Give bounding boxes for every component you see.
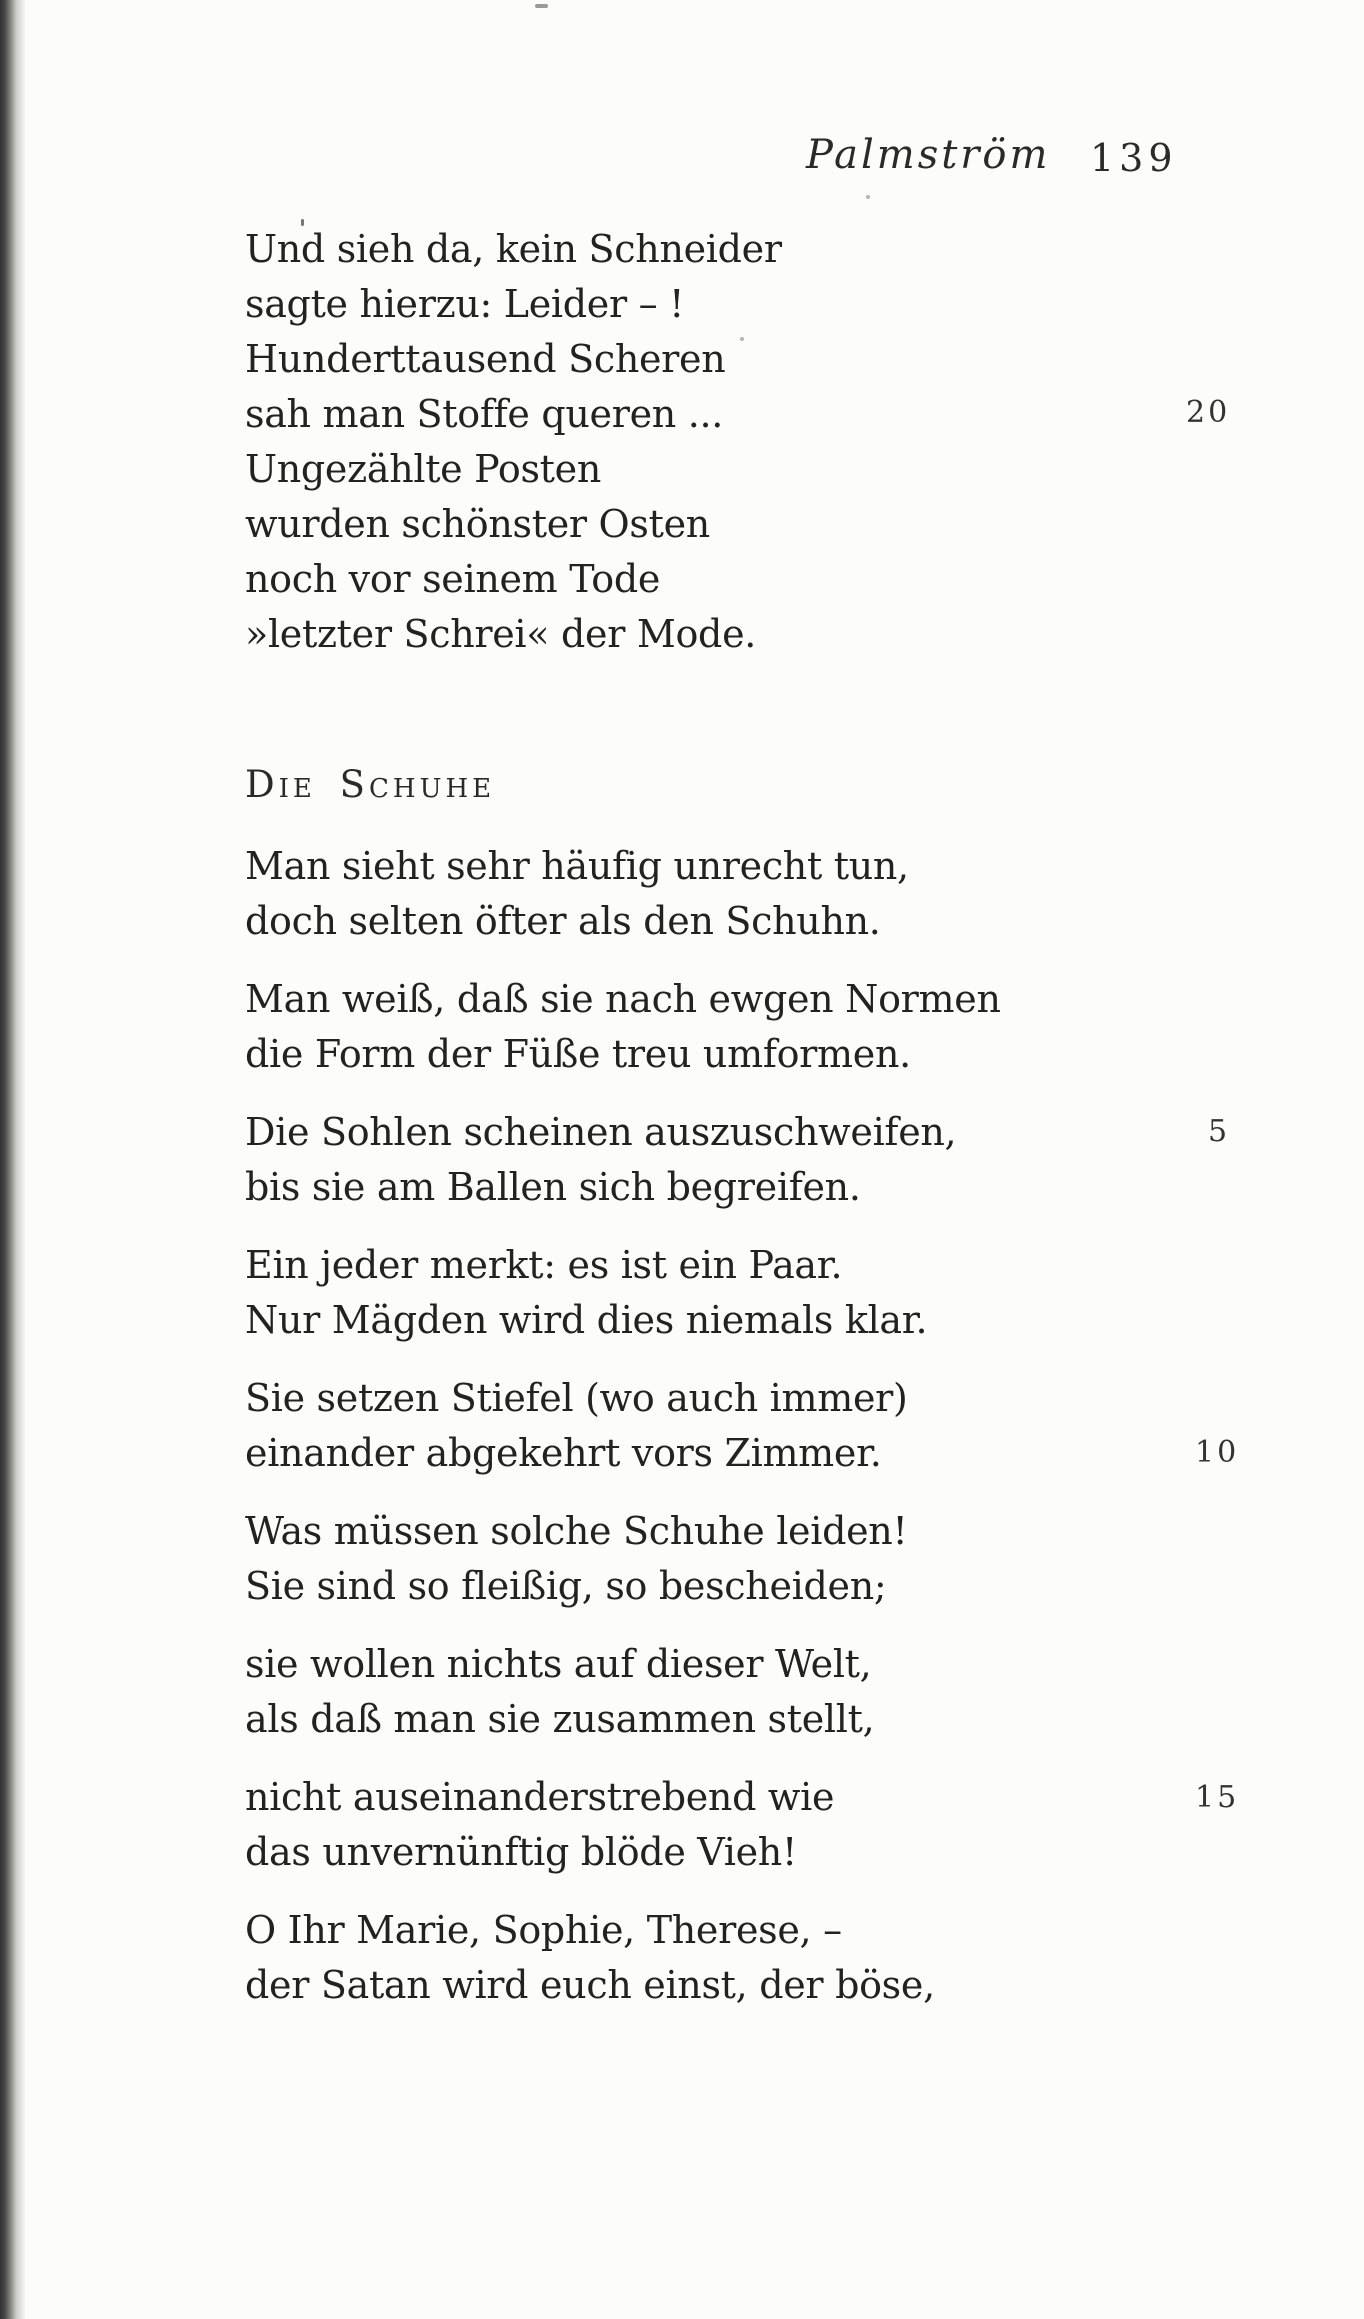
poem-line: sie wollen nichts auf dieser Welt, bbox=[245, 1642, 872, 1686]
poem-line: Ungezählte Posten bbox=[245, 447, 601, 491]
poem-couplet bbox=[245, 1504, 1001, 1614]
poem-line: bis sie am Ballen sich begreifen. bbox=[245, 1165, 861, 1209]
poem-line: Nur Mägden wird dies niemals klar. bbox=[245, 1298, 928, 1342]
scan-artifact bbox=[866, 195, 870, 199]
poem-line: Sie sind so fleißig, so bescheiden; bbox=[245, 1564, 887, 1608]
poem-line: einander abgekehrt vors Zimmer. bbox=[245, 1431, 882, 1475]
poem-line: das unvernünftig blöde Vieh! bbox=[245, 1830, 797, 1874]
running-header-title: Palmström bbox=[806, 132, 1051, 178]
poem-line: Die Sohlen scheinen auszuschweifen, bbox=[245, 1110, 957, 1154]
poem-line: Sie setzen Stiefel (wo auch immer) bbox=[245, 1376, 908, 1420]
poem-line: doch selten öfter als den Schuhn. bbox=[245, 899, 881, 943]
verse-line-number: 10 bbox=[1195, 1435, 1240, 1470]
poem-line: noch vor seinem Tode bbox=[245, 557, 661, 601]
poem-line: Man weiß, daß sie nach ewgen Normen bbox=[245, 977, 1001, 1021]
poem-continuation-stanza bbox=[245, 222, 782, 662]
verse-line-number: 15 bbox=[1195, 1780, 1240, 1815]
poem-line: Ein jeder merkt: es ist ein Paar. bbox=[245, 1243, 843, 1287]
poem-die-schuhe bbox=[245, 839, 1001, 2036]
poem-line: sagte hierzu: Leider – ! bbox=[245, 282, 685, 326]
poem-couplet bbox=[245, 1637, 1001, 1747]
poem-line: wurden schönster Osten bbox=[245, 502, 710, 546]
poem-couplet bbox=[245, 1903, 1001, 2013]
poem-couplet bbox=[245, 1371, 1001, 1481]
poem-line: O Ihr Marie, Sophie, Therese, – bbox=[245, 1908, 842, 1952]
scan-artifact bbox=[535, 4, 548, 8]
poem-couplet bbox=[245, 1238, 1001, 1348]
verse-line-number: 20 bbox=[1186, 395, 1231, 430]
poem-line: der Satan wird euch einst, der böse, bbox=[245, 1963, 935, 2007]
page-number: 139 bbox=[1090, 136, 1178, 180]
poem-line: »letzter Schrei« der Mode. bbox=[245, 612, 757, 656]
poem-couplet bbox=[245, 839, 1001, 949]
binding-shadow bbox=[0, 0, 26, 2319]
poem-couplet bbox=[245, 1105, 1001, 1215]
poem-line: nicht auseinanderstrebend wie bbox=[245, 1775, 835, 1819]
running-header bbox=[0, 130, 1364, 182]
poem-title: Die Schuhe bbox=[245, 763, 496, 806]
poem-line: Und sieh da, kein Schneider bbox=[245, 227, 782, 271]
poem-line: Hunderttausend Scheren bbox=[245, 337, 726, 381]
poem-couplet bbox=[245, 972, 1001, 1082]
poem-line: sah man Stoffe queren ... bbox=[245, 392, 724, 436]
poem-line: als daß man sie zusammen stellt, bbox=[245, 1697, 875, 1741]
poem-couplet bbox=[245, 1770, 1001, 1880]
poem-line: die Form der Füße treu umformen. bbox=[245, 1032, 911, 1076]
verse-line-number: 5 bbox=[1208, 1114, 1231, 1149]
poem-line: Man sieht sehr häufig unrecht tun, bbox=[245, 844, 909, 888]
poem-line: Was müssen solche Schuhe leiden! bbox=[245, 1509, 908, 1553]
